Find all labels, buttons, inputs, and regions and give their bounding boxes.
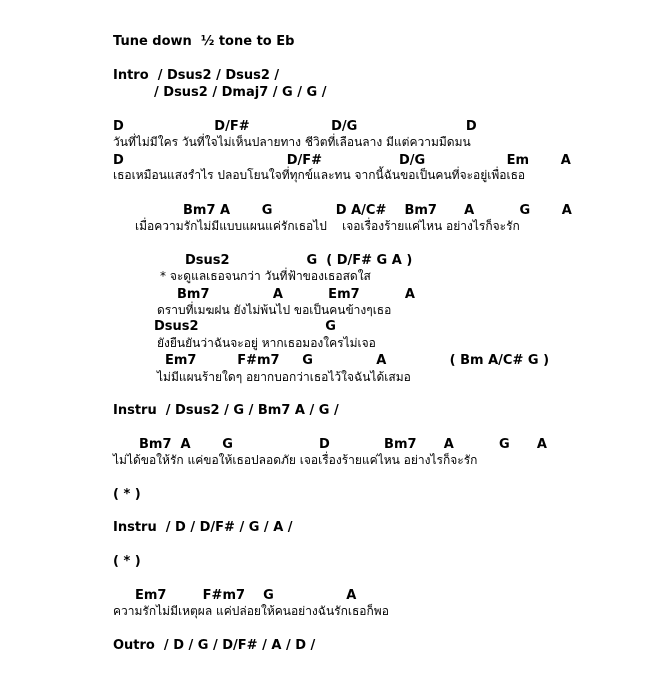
outro-line: Outro / D / G / D/F# / A / D /: [113, 638, 316, 653]
chorus2-lyric: ดราบที่เมฆฝน ยังไม่พ้นไป ขอเป็นคนข้างๆเธอ: [157, 303, 392, 317]
instru-line-1: Instru / Dsus2 / G / Bm7 A / G /: [113, 403, 339, 418]
verse1-chords: D D/F# D/G D: [113, 119, 477, 134]
verse2-lyric: เธอเหมือนแสงรำไร ปลอบโยนใจที่ทุกข์และทน จากนี้ฉันขอเป็นคนที่จะอยู่เพื่อเธอ: [113, 168, 526, 182]
repeat-marker-1: ( * ): [113, 487, 141, 502]
chorus4-chords: Em7 F#m7 G A ( Bm A/C# G ): [165, 353, 550, 368]
ending-lyric: ความรักไม่มีเหตุผล แค่ปล่อยให้คนอย่างฉันรักเธอก็พอ: [113, 604, 389, 618]
chorus3-lyric: ยังยืนยันว่าฉันจะอยู่ หากเธอมองใครไม่เจอ: [157, 336, 376, 350]
intro-line-2: / Dsus2 / Dmaj7 / G / G /: [154, 85, 327, 100]
repeat-marker-2: ( * ): [113, 554, 141, 569]
bridge-lyric: ไม่ได้ขอให้รัก แค่ขอให้เธอปลอดภัย เจอเรื่องร้ายแค่ไหน อย่างไรก็จะรัก: [113, 453, 478, 467]
chorus3-chords: Dsus2 G: [154, 319, 336, 334]
intro-line-1: Intro / Dsus2 / Dsus2 /: [113, 68, 280, 83]
chorus1-chords: Dsus2 G ( D/F# G A ): [185, 253, 413, 268]
verse1-lyric: วันที่ไม่มีใคร วันที่ใจไม่เห็นปลายทาง ชีวิตที่เลือนลาง มีแต่ความมืดมน: [113, 135, 471, 149]
instru-line-2: Instru / D / D/F# / G / A /: [113, 520, 293, 535]
prechorus-lyric: เมื่อความรักไม่มีแบบแผนแค่รักเธอไป เจอเรื่องร้ายแค่ไหน อย่างไรก็จะรัก: [135, 219, 520, 233]
tuning-note: Tune down ½ tone to Eb: [113, 34, 295, 49]
chorus4-lyric: ไม่มีแผนร้ายใดๆ อยากบอกว่าเธอไว้ใจฉันได้เสมอ: [157, 370, 411, 384]
ending-chords: Em7 F#m7 G A: [135, 588, 357, 603]
bridge-chords: Bm7 A G D Bm7 A G A: [139, 437, 547, 452]
verse2-chords: D D/F# D/G Em A: [113, 153, 571, 168]
prechorus-chords: Bm7 A G D A/C# Bm7 A G A: [183, 203, 572, 218]
chorus1-lyric: * จะดูแลเธอจนกว่า วันที่ฟ้าของเธอสดใส: [160, 269, 371, 283]
chorus2-chords: Bm7 A Em7 A: [177, 287, 415, 302]
